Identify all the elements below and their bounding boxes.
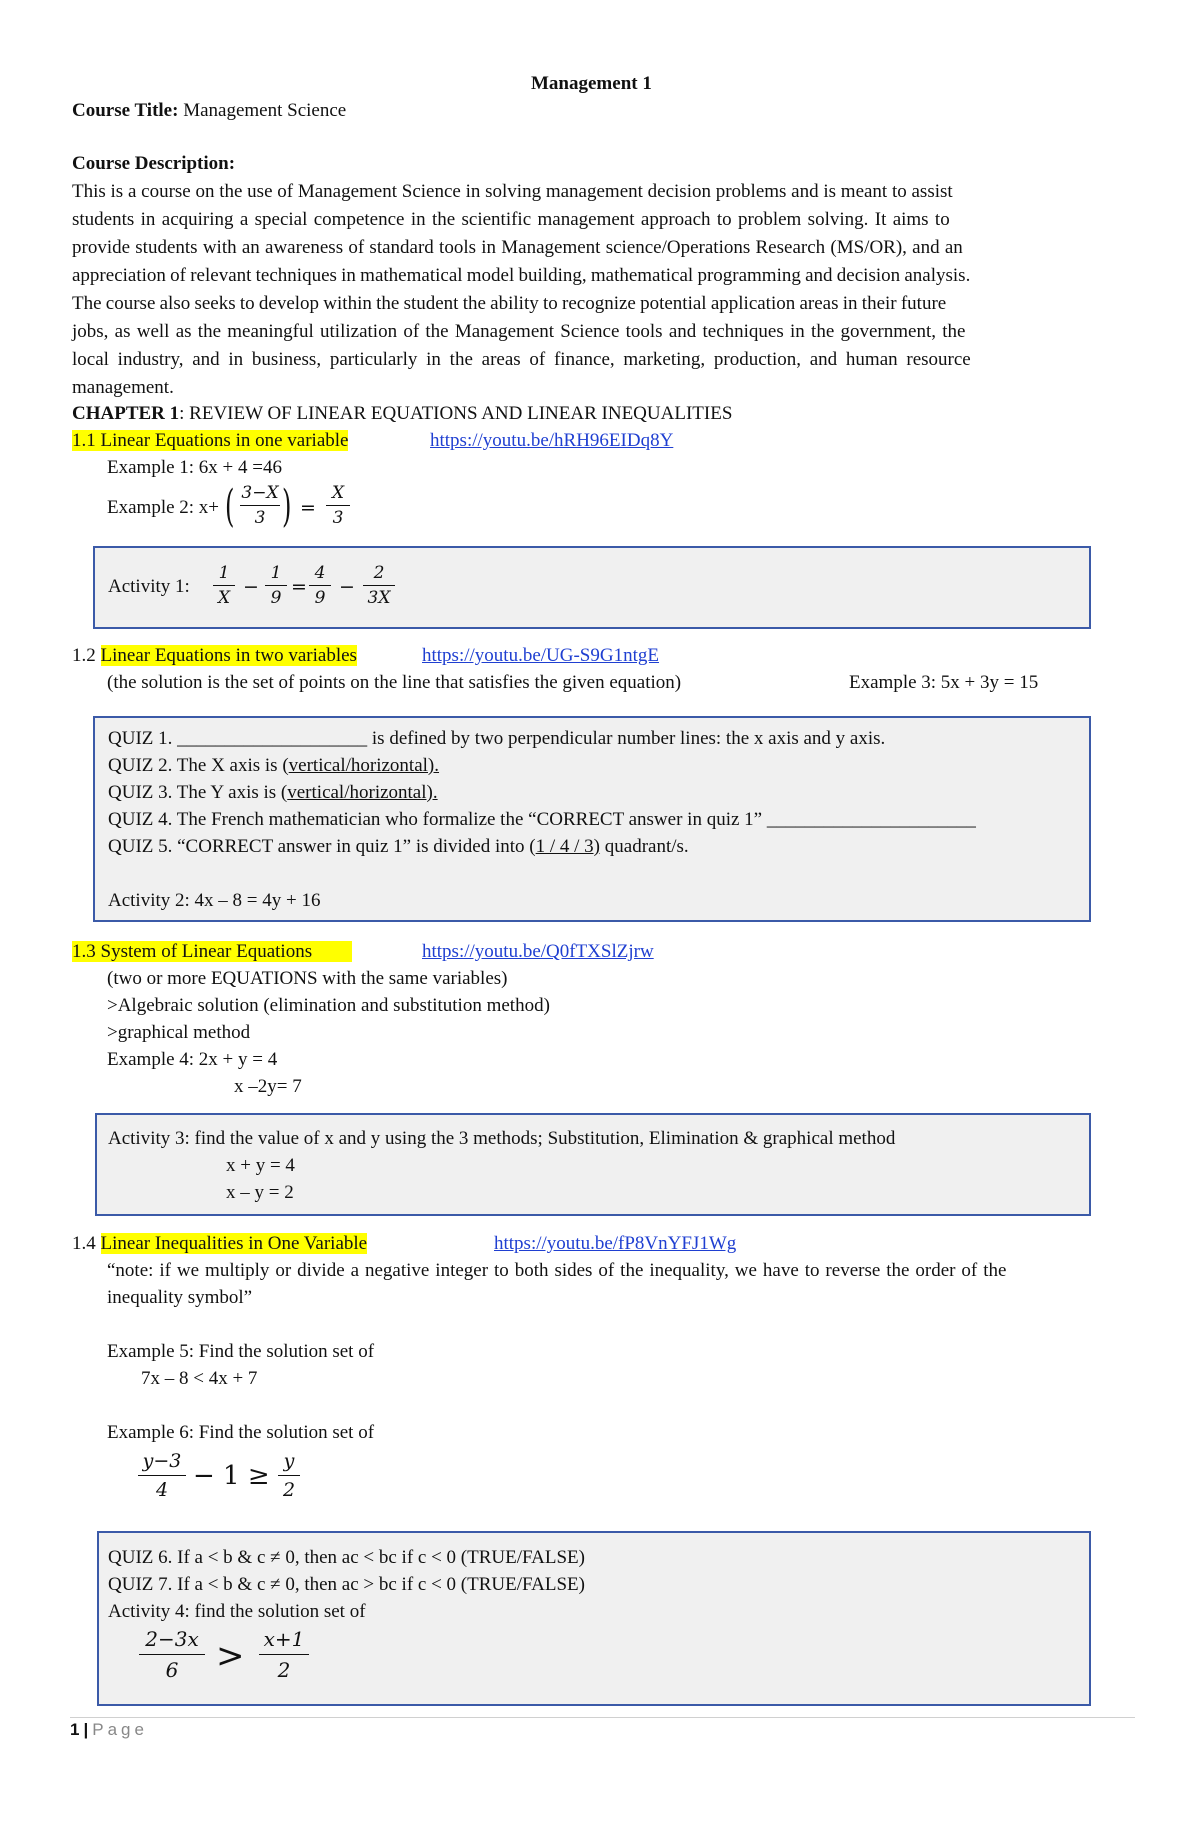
activity-4-greater-than: > [216,1636,245,1676]
example-5-inequality: 7x – 8 < 4x + 7 [141,1368,258,1389]
activity-1-minus: − [339,576,355,598]
page-number: 1 [70,1720,80,1739]
footer-divider [70,1717,1135,1718]
section-1-4-number: 1.4 [72,1233,101,1254]
example-5: Example 5: Find the solution set of [107,1341,375,1362]
page-title: Management 1 [531,73,652,94]
left-paren: ( [225,481,235,532]
section-1-3-line: >Algebraic solution (elimination and substitution method) [107,995,550,1016]
example-6-rhs-fraction: y 2 [278,1448,300,1503]
example-2-label: Example 2: x+ [107,497,220,518]
section-1-4-heading [72,1232,367,1256]
desc-line: local industry, and in business, particularly in the areas of finance, marketing, production, and human resource [72,349,971,370]
course-title-line [72,99,346,123]
course-title-label: Course Title: [72,100,179,121]
quiz-2-options: vertical/horizontal). [288,755,440,776]
activity-1-fraction: 1 X [213,562,235,609]
quiz-3-options: vertical/horizontal). [287,782,438,803]
desc-line: appreciation of relevant techniques in mathematical model building, mathematical programming and decision analysis. [72,265,971,286]
section-1-1-title: 1.1 Linear Equations in one variable [72,430,349,451]
desc-line: provide students with an awareness of standard tools in Management science/Operations Research (MS/OR), and an [72,237,963,258]
right-paren: ) [282,481,292,532]
quiz-1: QUIZ 1. ____________________ is defined by two perpendicular number lines: the x axis and y axis. [108,728,886,749]
activity-1-fraction: 4 9 [309,562,331,609]
activity-3-eq1: x + y = 4 [226,1155,295,1176]
footer-page-word: Page [92,1720,148,1739]
section-1-2-title: Linear Equations in two variables [100,645,357,666]
example-1: Example 1: 6x + 4 =46 [107,457,282,478]
section-1-2-note: (the solution is the set of points on the line that satisfies the given equation) [107,672,682,693]
section-1-2-video-link[interactable]: https://youtu.be/UG-S9G1ntgE [422,645,659,666]
activity-1-equals: = [291,576,307,598]
activity-1-minus: − [243,576,259,598]
quiz-4-blank: ______________________ [766,809,976,830]
example-3: Example 3: 5x + 3y = 15 [849,672,1039,693]
section-1-3-line: >graphical method [107,1022,251,1043]
section-1-2-number: 1.2 [72,645,101,666]
example-4-eq2: x –2y= 7 [234,1076,302,1097]
activity-4: Activity 4: find the solution set of [108,1601,366,1622]
example-6-fraction: y−3 4 [138,1448,186,1503]
quiz-box-2 [97,1531,1091,1706]
section-1-4-video-link[interactable]: https://youtu.be/fP8VnYFJ1Wg [494,1233,737,1254]
activity-1-box [93,546,1091,629]
quiz-7: QUIZ 7. If a < b & c ≠ 0, then ac > bc if c < 0 (TRUE/FALSE) [108,1574,585,1595]
activity-4-fraction: 2−3x 6 [139,1625,205,1684]
chapter-label: CHAPTER 1 [72,403,180,424]
section-1-4-title: Linear Inequalities in One Variable [100,1233,368,1254]
chapter-title: : REVIEW OF LINEAR EQUATIONS AND LINEAR INEQUALITIES [179,403,733,424]
section-1-4-note: inequality symbol” [107,1287,253,1308]
activity-2: Activity 2: 4x – 8 = 4y + 16 [108,890,321,911]
example-2-fraction: 3−X 3 [241,483,279,528]
desc-line: The course also seeks to develop within the student the ability to recognize potential application areas in their future [72,293,947,314]
example-2-equals: = [300,497,316,519]
footer-separator: | [83,1720,89,1739]
quiz-6: QUIZ 6. If a < b & c ≠ 0, then ac < bc if c < 0 (TRUE/FALSE) [108,1547,585,1568]
section-1-3-line: (two or more EQUATIONS with the same variables) [107,968,508,989]
quiz-4: QUIZ 4. The French mathematician who formalize the “CORRECT answer in quiz 1” ______________________ [108,809,976,830]
section-1-1-video-link[interactable]: https://youtu.be/hRH96EIDq8Y [430,430,674,451]
quiz-5-options: 1 / 4 / 3) [535,836,601,857]
activity-3: Activity 3: find the value of x and y using the 3 methods; Substitution, Elimination & graphical method [108,1128,896,1149]
activity-1-fraction: 1 9 [265,562,287,609]
desc-line: This is a course on the use of Management Science in solving management decision problems and is meant to assist [72,181,953,202]
example-4-eq1: Example 4: 2x + y = 4 [107,1049,278,1070]
page-footer [70,1720,148,1740]
section-1-2-heading [72,644,357,668]
course-description-label: Course Description: [72,153,236,174]
quiz-box-1 [93,716,1091,922]
desc-line: management. [72,377,174,398]
quiz-2: QUIZ 2. The X axis is (vertical/horizontal). [108,755,440,776]
section-1-3-title: 1.3 System of Linear Equations [72,941,352,962]
quiz-3: QUIZ 3. The Y axis is (vertical/horizontal). [108,782,438,803]
activity-3-eq2: x – y = 2 [226,1182,294,1203]
desc-line: jobs, as well as the meaningful utilization of the Management Science tools and techniques in the government, the [72,321,966,342]
course-title-value: Management Science [178,100,347,121]
activity-1-fraction: 2 3X [363,562,395,609]
section-1-3-video-link[interactable]: https://youtu.be/Q0fTXSlZjrw [422,941,654,962]
activity-4-rhs-fraction: x+1 2 [259,1625,309,1684]
desc-line: students in acquiring a special competence in the scientific management approach to problem solving. It aims to [72,209,950,230]
activity-1-label: Activity 1: [108,576,190,597]
chapter-heading [72,402,732,426]
section-1-1-heading [72,429,348,453]
example-2-rhs-fraction: X 3 [326,482,350,529]
quiz-1-blank: ____________________ [177,728,368,749]
quiz-5: QUIZ 5. “CORRECT answer in quiz 1” is divided into (1 / 4 / 3) quadrant/s. [108,836,689,857]
example-6-operator: − 1 ≥ [193,1461,270,1491]
section-1-4-note: “note: if we multiply or divide a negative integer to both sides of the inequality, we have to reverse the order of the [107,1260,1007,1281]
activity-3-box [95,1113,1091,1216]
example-6: Example 6: Find the solution set of [107,1422,375,1443]
section-1-3-heading [72,940,352,964]
